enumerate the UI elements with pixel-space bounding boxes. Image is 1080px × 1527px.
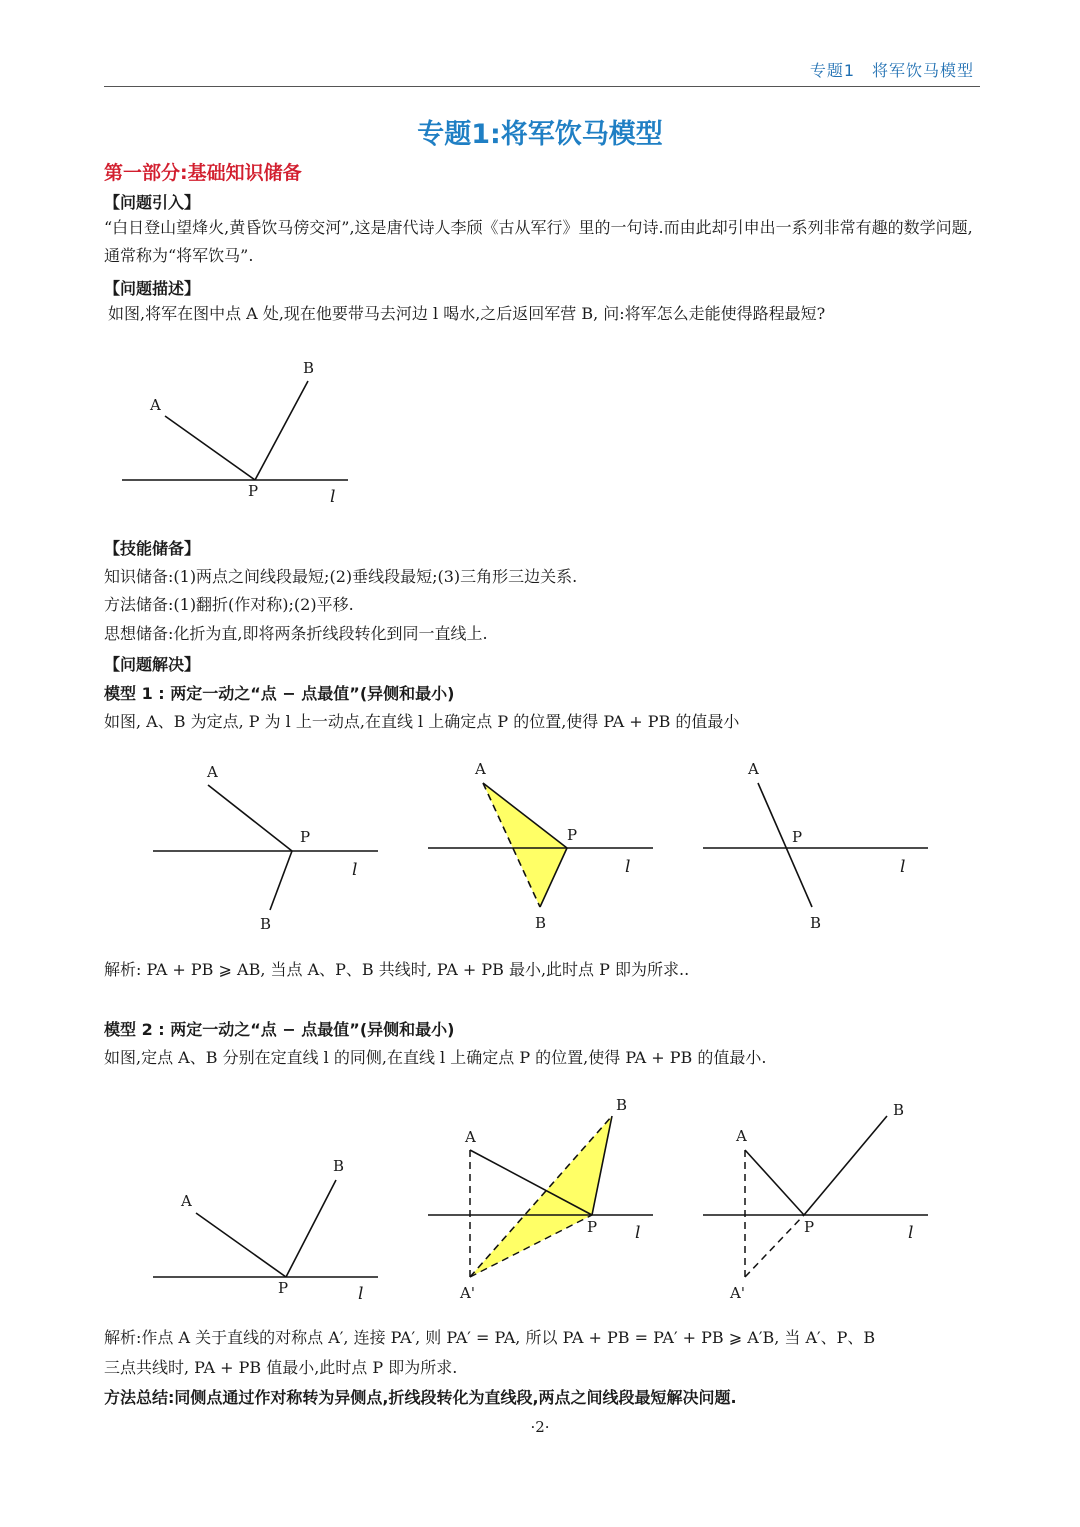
model2-analysis-line2: 三点共线时, PA + PB 值最小,此时点 P 即为所求. <box>104 1358 458 1377</box>
figure-model2-b <box>425 1095 665 1310</box>
label-B: B <box>616 1096 628 1114</box>
label-A: A <box>150 396 161 414</box>
segment-ApP-dashed <box>745 1215 804 1277</box>
segment-AP <box>208 785 292 851</box>
segment-PB <box>270 851 292 910</box>
segment-PB <box>286 1180 336 1277</box>
model1-analysis: 解析: PA + PB ⩾ AB, 当点 A、P、B 共线时, PA + PB 最小,此时点 P 即为所求.. <box>104 960 690 979</box>
part-heading: 第一部分:基础知识储备 <box>104 162 302 184</box>
model2-text: 如图,定点 A、B 分别在定直线 l 的同侧,在直线 l 上确定点 P 的位置,使得 PA + PB 的值最小. <box>104 1048 767 1067</box>
label-l: l <box>908 1223 914 1243</box>
segment-PB <box>804 1116 887 1215</box>
model1-text: 如图, A、B 为定点, P 为 l 上一动点,在直线 l 上确定点 P 的位置,使得 PA + PB 的值最小 <box>104 712 740 731</box>
label-B: B <box>333 1157 345 1175</box>
label-B: B <box>535 914 547 932</box>
label-A: A <box>475 760 486 778</box>
skill-heading: 【技能储备】 <box>104 539 201 558</box>
model2-analysis-line1: 解析:作点 A 关于直线的对称点 A′, 连接 PA′, 则 PA′ = PA, 所以 PA + PB = PA′ + PB ⩾ A′B, 当 A′、P、B <box>104 1328 876 1347</box>
label-A-prime: A' <box>730 1284 745 1302</box>
label-P: P <box>792 828 803 846</box>
description-heading: 【问题描述】 <box>104 279 201 298</box>
label-P: P <box>248 482 259 500</box>
label-B: B <box>810 914 822 932</box>
segment-AP <box>165 416 255 480</box>
page-number: ·2· <box>530 1418 550 1436</box>
intro-text: “白日登山望烽火,黄昏饮马傍交河”,这是唐代诗人李颀《古从军行》里的一句诗.而由此却引申出一系列非常有趣的数学问题,通常称为“将军饮马”. <box>104 218 973 265</box>
figure-model2-a <box>150 1095 390 1310</box>
figure-intro <box>110 355 370 515</box>
solve-heading: 【问题解决】 <box>104 655 201 674</box>
label-l: l <box>352 860 358 880</box>
segment-AP <box>196 1213 286 1277</box>
page-title: 专题1:将军饮马模型 <box>417 119 663 150</box>
label-P: P <box>587 1218 598 1236</box>
label-B: B <box>893 1101 905 1119</box>
label-l: l <box>635 1223 641 1243</box>
label-P: P <box>278 1279 289 1297</box>
figure-model1-a <box>150 755 390 940</box>
running-header: 专题1 将军饮马模型 <box>809 61 974 80</box>
label-A: A <box>207 763 218 781</box>
intro-heading: 【问题引入】 <box>104 193 201 212</box>
label-A: A <box>465 1128 476 1146</box>
label-P: P <box>804 1218 815 1236</box>
triangle-APB <box>483 783 567 907</box>
model1-heading: 模型 1 : 两定一动之“点 − 点最值”(异侧和最小) <box>104 684 455 703</box>
skill-knowledge: 知识储备:(1)两点之间线段最短;(2)垂线段最短;(3)三角形三边关系. <box>104 567 578 586</box>
label-A: A <box>748 760 759 778</box>
skill-thinking: 思想储备:化折为直,即将两条折线段转化到同一直线上. <box>104 624 488 643</box>
label-l: l <box>625 857 631 877</box>
label-A: A <box>181 1192 192 1210</box>
segment-AB <box>758 783 812 907</box>
model2-heading: 模型 2 : 两定一动之“点 − 点最值”(异侧和最小) <box>104 1020 455 1039</box>
figure-model1-b <box>425 755 665 940</box>
figure-model1-c <box>700 755 940 940</box>
label-A-prime: A' <box>460 1284 475 1302</box>
header-rule <box>104 86 980 87</box>
label-l: l <box>358 1284 364 1304</box>
label-l: l <box>900 857 906 877</box>
label-A: A <box>736 1127 747 1145</box>
label-B: B <box>260 915 272 933</box>
segment-PB <box>255 381 308 480</box>
label-P: P <box>300 828 311 846</box>
method-summary: 方法总结:同侧点通过作对称转为异侧点,折线段转化为直线段,两点之间线段最短解决问题. <box>104 1388 737 1407</box>
label-B: B <box>303 359 315 377</box>
description-text: 如图,将军在图中点 A 处,现在他要带马去河边 l 喝水,之后返回军营 B, 问:将军怎么走能使得路程最短? <box>108 304 826 323</box>
label-l: l <box>330 487 336 507</box>
segment-AP <box>745 1150 804 1215</box>
skill-method: 方法储备:(1)翻折(作对称);(2)平移. <box>104 595 354 614</box>
label-P: P <box>567 826 578 844</box>
figure-model2-c <box>700 1095 940 1310</box>
